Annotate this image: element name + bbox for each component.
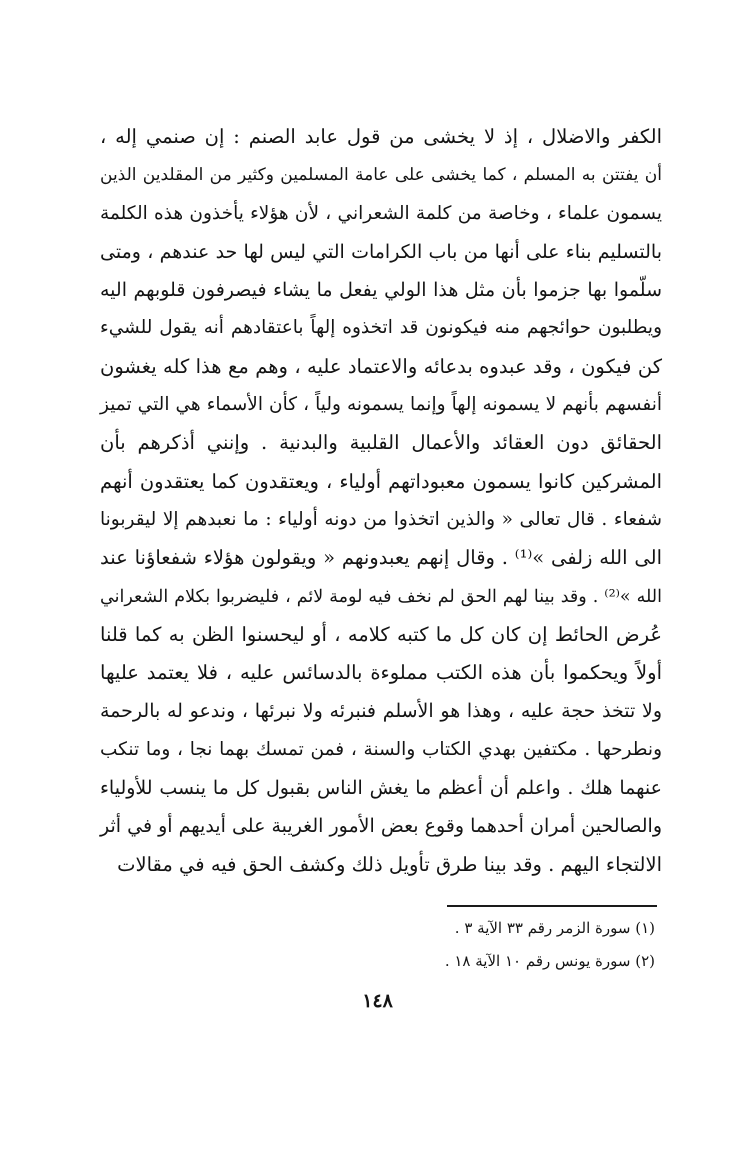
text-line: الحقائق دون العقائد والأعمال القلبية والبدنية . وإنني أذكرهم بأن: [100, 431, 662, 455]
text-line: أنفسهم بأنهم لا يسمونه إلهاً وإنما يسمونه ولياً ، كأن الأسماء هي التي تميز: [100, 394, 662, 416]
text-line: ونطرحها . مكتفين بهدي الكتاب والسنة ، فمن تمسك بهما نجا ، وما تنكب: [100, 738, 662, 760]
text-line: يسمون علماء ، وخاصة من كلمة الشعراني ، لأن هؤلاء يأخذون هذه الكلمة: [100, 202, 662, 224]
text-line: كن فيكون ، وقد عبدوه بدعائه والاعتماد عليه ، وهم مع هذا كله يغشون: [100, 354, 662, 378]
text-line: عُرض الحائط إن كان كل ما كتبه كلامه ، أو ليحسنوا الظن به كما قلنا: [100, 622, 662, 646]
footnote-1: (١) سورة الزمر رقم ٣٣ الآية ٣ .: [454, 919, 655, 937]
page-number: ١٤٨: [362, 990, 393, 1012]
text-line: أولاً ويحكموا بأن هذه الكتب مملوءة بالدسائس عليه ، فلا يعتمد عليها: [100, 661, 662, 685]
text-line: ويطلبون حوائجهم منه فيكونون قد اتخذوه إلهاً باعتقادهم أنه يقول للشيء: [100, 317, 662, 339]
text-line: الالتجاء اليهم . وقد بينا طرق تأويل ذلك وكشف الحق فيه في مقالات: [117, 852, 662, 876]
text-line: المشركين كانوا يسمون معبوداتهم أولياء ، ويعتقدون كما يعتقدون أنهم: [100, 469, 662, 493]
body-text: [100, 118, 662, 884]
text-line: بالتسليم بناء على أنها من باب الكرامات التي ليس لها حد عندهم ، ومتى: [100, 240, 662, 263]
text-line: الكفر والاضلال ، إذ لا يخشى من قول عابد الصنم : إن صنمي إله ،: [100, 125, 662, 148]
text-line: سلّموا بها جزموا بأن مثل هذا الولي يفعل ما يشاء فيصرفون قلوبهم اليه: [100, 279, 662, 302]
footnotes: [255, 912, 655, 978]
text-line: أن يفتتن به المسلم ، كما يخشى على عامة المسلمين وكثير من المقلدين الذين: [100, 165, 662, 186]
text-line: الى الله زلفى »⁽¹⁾ . وقال إنهم يعبدونهم « ويقولون هؤلاء شفعاؤنا عند: [100, 546, 662, 570]
text-line: عنهما هلك . واعلم أن أعظم ما يغش الناس بقبول كل ما ينسب للأولياء: [100, 777, 662, 800]
footnote-2: (٢) سورة يونس رقم ١٠ الآية ١٨ .: [444, 952, 655, 970]
footnote-divider: [447, 905, 657, 907]
text-line: الله »⁽²⁾ . وقد بينا لهم الحق لم نخف فيه لومة لائم ، فليضربوا بكلام الشعراني: [100, 586, 662, 607]
text-line: شفعاء . قال تعالى « والذين اتخذوا من دونه أولياء : ما نعبدهم إلا ليقربونا: [100, 508, 662, 530]
text-line: ولا تتخذ حجة عليه ، وهذا هو الأسلم فنبرئه ولا نبرئها ، وندعو له بالرحمة: [100, 700, 662, 723]
text-line: والصالحين أمران أحدهما وقوع بعض الأمور الغريبة على أيديهم أو في أثر: [100, 815, 662, 838]
